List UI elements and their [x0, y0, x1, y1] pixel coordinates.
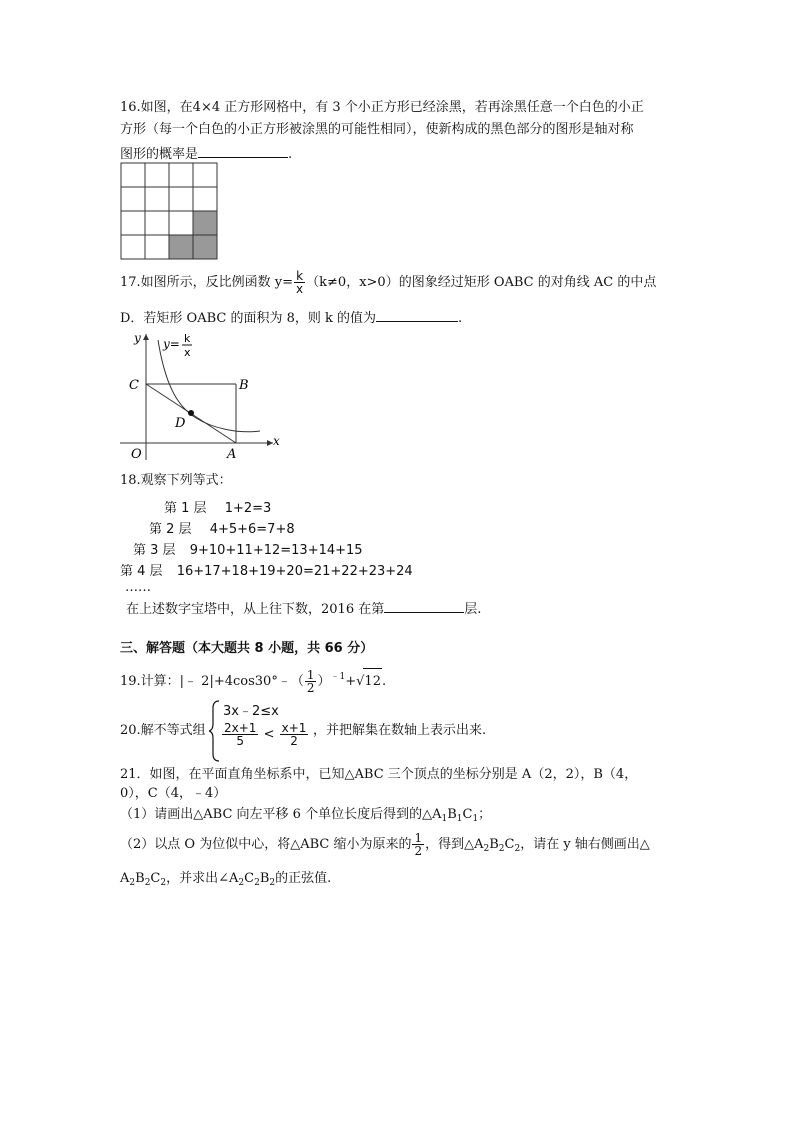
q20-frac-left-num: 2x+1	[224, 721, 257, 735]
q21-part2: （2）以点 O 为位似中心，将△ABC 缩小为原来的 $\frac{1}{2}$ ，得到$\triangle A_2B_2C_2$，请在 y 轴右侧画出△	[120, 831, 650, 858]
grid-cell-shaded	[169, 235, 193, 259]
q21-part3: $A_2B_2C_2$，并求出$\angle A_2C_2B_2$的正弦值.	[120, 871, 332, 888]
q21-sub-3c: 2	[160, 878, 167, 888]
grid-cell	[169, 211, 193, 235]
grid-cell	[145, 211, 169, 235]
grid-cell	[145, 235, 169, 259]
q18-ellipsis: ……	[125, 580, 151, 595]
q21-sub-3f: 2	[269, 878, 276, 888]
label-O: O	[131, 447, 142, 462]
q21-part1-text: （1）请画出△ABC 向左平移 6 个单位长度后得到的△A	[120, 807, 442, 822]
q18-row-4-expr: 16+17+18+19+20=21+22+23+24	[176, 564, 413, 579]
q19-paren-close: ）	[317, 674, 331, 689]
q16-line3-text: 图形的概率是	[120, 147, 199, 162]
q18-title: 18.观察下列等式：	[120, 473, 232, 488]
q18-row-3	[133, 539, 363, 558]
q17-pre: 17.如图所示，反比例函数 y=	[120, 275, 294, 290]
q20-pre: 20.解不等式组	[120, 723, 206, 738]
grid-cell-shaded	[193, 235, 217, 259]
q20-frac-right	[280, 722, 309, 747]
label-D: D	[175, 416, 186, 431]
q19-plus: +	[345, 674, 357, 689]
label-y: y	[134, 331, 141, 345]
q21-frac-num: 1	[414, 831, 423, 845]
grid-cell	[169, 163, 193, 187]
q19-frac-den: 2	[306, 681, 315, 695]
grid-cell	[121, 163, 145, 187]
q21-sub-1a: 1	[441, 814, 448, 824]
q17-fraction	[294, 270, 305, 295]
label-A: A	[227, 447, 237, 462]
q16-line3	[120, 143, 292, 164]
grid-cell	[121, 235, 145, 259]
q21-line1: 21．如图，在平面直角坐标系中，已知△ABC 三个顶点的坐标分别是 A（2，2），B（4，	[120, 767, 638, 782]
q19-line	[120, 664, 386, 695]
grid-cell-shaded	[193, 211, 217, 235]
q18-question-text: 在上述数字宝塔中，从上往下数，2016 在第	[126, 602, 385, 617]
q19-pre: 19.计算：|﹣ 2|+4cos30°﹣（	[120, 674, 304, 689]
sqrt-icon: √	[356, 674, 365, 689]
point-D	[188, 410, 194, 416]
q17-line2	[120, 307, 462, 328]
q21-part3-mid: ，并求出∠A	[166, 871, 239, 886]
q20-less-than: <	[263, 727, 275, 742]
q21-part3-a: A	[120, 871, 130, 886]
q20-frac-left-den: 5	[236, 734, 245, 748]
label-eq-den: x	[184, 346, 191, 359]
y-axis-arrow	[143, 334, 149, 340]
q18-answer-blank	[384, 598, 464, 613]
q21-sub-3d: 2	[238, 878, 245, 888]
q21-sub-3b: 2	[144, 878, 151, 888]
label-eq-num: k	[184, 332, 191, 345]
q18-question-end: 层.	[464, 602, 482, 617]
q21-part2-post: ，得到△A	[425, 837, 484, 852]
q16-answer-blank	[198, 143, 288, 158]
q20-post: ，并把解集在数轴上表示出来.	[313, 723, 487, 738]
q18-row-4	[120, 560, 413, 579]
q18-row-3-expr: 9+10+11+12=13+14+15	[189, 543, 363, 558]
q18-row-3-label: 第 3 层	[133, 543, 176, 558]
q21-sub-1b: 1	[456, 814, 463, 824]
q17-figure-svg	[118, 330, 288, 465]
q20-ineq1: 3x﹣2≤x	[223, 704, 279, 719]
q21-sub-2c: 2	[514, 844, 521, 854]
q18-row-1-expr: 1+2=3	[224, 501, 272, 516]
q19-exponent: ﹣1	[330, 672, 346, 682]
q21-line2: 0），C（4，﹣4）	[120, 786, 227, 801]
q16-grid-figure	[120, 162, 222, 268]
q21-part2-post2: ，请在 y 轴右侧画出△	[520, 837, 650, 852]
q19-frac-num: 1	[306, 668, 315, 682]
label-B: B	[239, 378, 249, 393]
label-x: x	[273, 434, 280, 448]
grid-cell	[193, 187, 217, 211]
q16-grid-svg	[120, 162, 222, 264]
grid-cell	[145, 187, 169, 211]
q19-period: .	[381, 674, 387, 689]
q18-row-2	[149, 518, 295, 537]
q17-figure	[118, 330, 288, 469]
q21-part2-text: （2）以点 O 为位似中心，将△ABC 缩小为原来的	[120, 837, 412, 852]
q20-frac-left	[222, 722, 258, 747]
q20-frac-right-den: 2	[290, 734, 298, 748]
q16-line2: 方形（每一个白色的小正方形被涂黑的可能性相同），使新构成的黑色部分的图形是轴对称	[120, 122, 634, 137]
q21-part1: （1）请画出△ABC 向左平移 6 个单位长度后得到的$\triangle A_1B_1C_1$；	[120, 807, 492, 824]
label-eq: y=	[163, 337, 180, 351]
q17-post: （k≠0，x>0）的图象经过矩形 OABC 的对角线 AC 的中点	[306, 275, 657, 290]
q18-row-4-label: 第 4 层	[120, 564, 163, 579]
grid-cell	[169, 187, 193, 211]
q18-row-2-expr: 4+5+6=7+8	[209, 522, 295, 537]
q18-row-1	[164, 497, 271, 516]
grid-cell	[193, 163, 217, 187]
q16-line1: 16.如图，在4×4 正方形网格中，有 3 个小正方形已经涂黑，若再涂黑任意一个白色的小正	[120, 100, 644, 115]
grid-cell	[121, 211, 145, 235]
q21-part3-end: 的正弦值.	[275, 871, 332, 886]
q17-line1	[120, 270, 656, 296]
grid-cell	[121, 187, 145, 211]
q21-sub-3a: 2	[129, 878, 136, 888]
q21-frac-den: 2	[414, 844, 423, 858]
q18-row-1-label: 第 1 层	[164, 501, 207, 516]
q21-sub-2a: 2	[483, 844, 490, 854]
q17-period: .	[458, 311, 463, 326]
grid-cell	[145, 163, 169, 187]
q18-row-2-label: 第 2 层	[149, 522, 192, 537]
q19-fraction	[305, 669, 317, 694]
q20-frac-right-num: x+1	[281, 721, 307, 735]
q17-frac-den: x	[296, 282, 304, 296]
q17-answer-blank	[376, 307, 458, 322]
q20-ineq2	[221, 722, 309, 747]
q21-part1-end: ；	[478, 807, 492, 822]
q21-fraction	[412, 832, 424, 857]
q16-period: .	[288, 147, 293, 162]
section-3-heading: 三、解答题（本大题共 8 小题，共 66 分）	[120, 641, 374, 656]
q17-frac-num: k	[294, 270, 305, 283]
left-brace-icon	[209, 700, 221, 762]
q19-radicand: 12	[363, 668, 382, 695]
q21-sub-2b: 2	[498, 844, 505, 854]
q17-line2-text: D．若矩形 OABC 的面积为 8，则 k 的值为	[120, 311, 377, 326]
q21-sub-3e: 2	[254, 878, 260, 888]
label-C: C	[129, 378, 139, 393]
q18-question	[126, 598, 481, 619]
q21-sub-1c: 1	[472, 814, 479, 824]
